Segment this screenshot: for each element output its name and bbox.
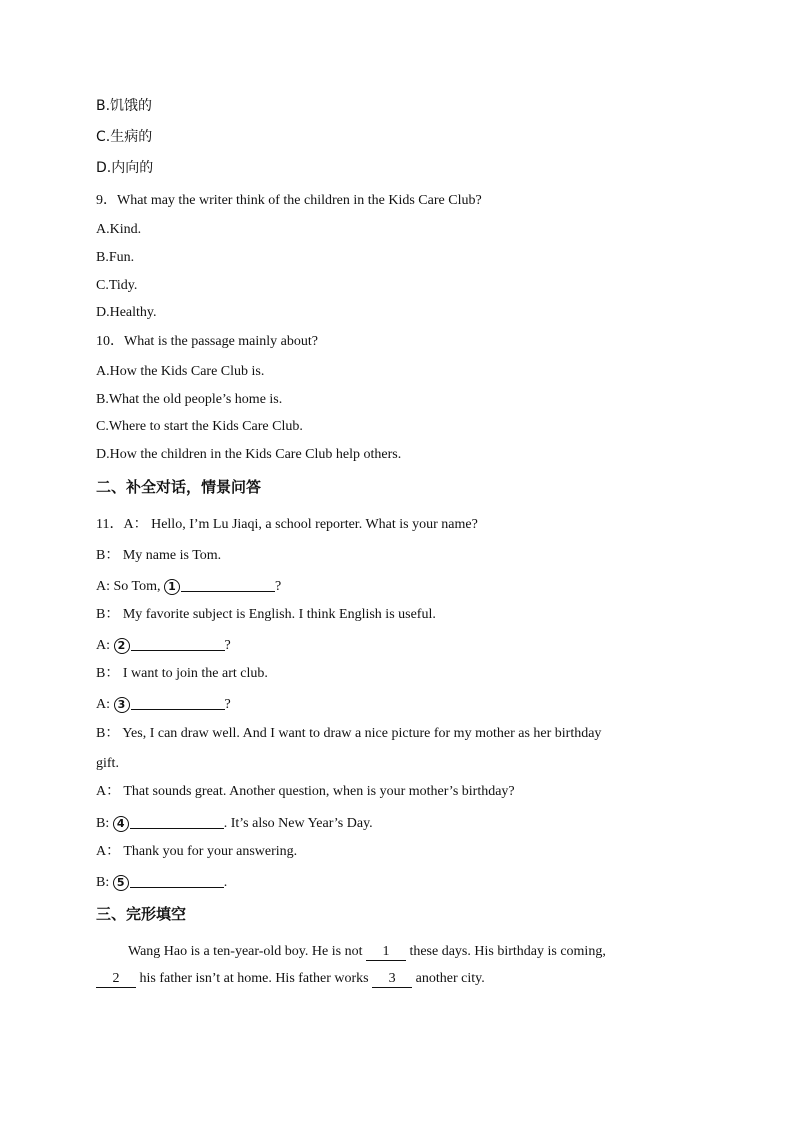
- cloze-text: Wang Hao is a ten-year-old boy. He is not: [128, 944, 366, 959]
- answer-blank-1[interactable]: [181, 577, 275, 592]
- speaker-prefix: B:: [96, 816, 113, 831]
- dialogue-line-9: A： That sounds great. Another question, when is your mother’s birthday?: [96, 784, 515, 799]
- q9-question: 9．What may the writer think of the children in the Kids Care Club?: [96, 193, 482, 208]
- answer-blank-5[interactable]: [130, 873, 224, 888]
- dialogue-line-5: [96, 636, 231, 655]
- line-suffix: ?: [224, 697, 231, 712]
- blank-number-circle: 3: [114, 697, 130, 713]
- speaker-prefix: A:: [96, 638, 114, 653]
- q9-option-c: C.Tidy.: [96, 278, 138, 293]
- cloze-blank-3[interactable]: 3: [372, 971, 412, 988]
- blank-number-circle: 5: [113, 875, 129, 891]
- cloze-text: his father isn’t at home. His father works: [136, 971, 373, 986]
- q9-option-a: A.Kind.: [96, 222, 142, 237]
- cloze-paragraph-line-1: [128, 943, 606, 961]
- line-suffix: ?: [275, 579, 282, 594]
- q9-option-b: B.Fun.: [96, 250, 135, 265]
- blank-number-circle: 2: [114, 638, 130, 654]
- q8-option-b: B.饥饿的: [96, 98, 153, 114]
- dialogue-line-2: B： My name is Tom.: [96, 548, 222, 563]
- speaker-prefix: A: So Tom,: [96, 579, 164, 594]
- line-suffix: ?: [224, 638, 231, 653]
- q10-option-d: D.How the children in the Kids Care Club help others.: [96, 447, 402, 462]
- line-suffix: .: [223, 875, 228, 890]
- dialogue-line-8a: B： Yes, I can draw well. And I want to draw a nice picture for my mother as her birthday: [96, 726, 602, 741]
- section3-heading: 三、完形填空: [96, 905, 187, 923]
- q10-question: 10．What is the passage mainly about?: [96, 334, 318, 349]
- dialogue-line-7: [96, 695, 231, 714]
- dialogue-line-1: 11．A： Hello, I’m Lu Jiaqi, a school reporter. What is your name?: [96, 517, 478, 532]
- blank-number-circle: 1: [164, 579, 180, 595]
- cloze-blank-2[interactable]: 2: [96, 971, 136, 988]
- q10-option-a: A.How the Kids Care Club is.: [96, 364, 265, 379]
- dialogue-line-12: [96, 873, 227, 892]
- dialogue-line-10: [96, 814, 373, 833]
- section2-heading: 二、补全对话，情景问答: [96, 478, 262, 496]
- q10-option-b: B.What the old people’s home is.: [96, 392, 283, 407]
- blank-number-circle: 4: [113, 816, 129, 832]
- dialogue-line-8b: gift.: [96, 756, 119, 771]
- dialogue-line-6: B： I want to join the art club.: [96, 666, 268, 681]
- dialogue-line-11: A： Thank you for your answering.: [96, 844, 298, 859]
- dialogue-line-3: [96, 577, 281, 596]
- q9-option-d: D.Healthy.: [96, 305, 157, 320]
- answer-blank-4[interactable]: [130, 814, 224, 829]
- answer-blank-2[interactable]: [131, 636, 225, 651]
- speaker-prefix: B:: [96, 875, 113, 890]
- q8-option-d: D.内向的: [96, 160, 154, 176]
- q10-option-c: C.Where to start the Kids Care Club.: [96, 419, 303, 434]
- answer-blank-3[interactable]: [131, 695, 225, 710]
- line-suffix: . It’s also New Year’s Day.: [223, 816, 373, 831]
- q8-option-c: C.生病的: [96, 129, 153, 145]
- cloze-text: another city.: [412, 971, 485, 986]
- cloze-text: these days. His birthday is coming,: [405, 944, 606, 959]
- speaker-prefix: A:: [96, 697, 114, 712]
- dialogue-line-4: B： My favorite subject is English. I think English is useful.: [96, 607, 436, 622]
- cloze-paragraph-line-2: [96, 970, 485, 988]
- cloze-blank-1[interactable]: 1: [366, 944, 406, 961]
